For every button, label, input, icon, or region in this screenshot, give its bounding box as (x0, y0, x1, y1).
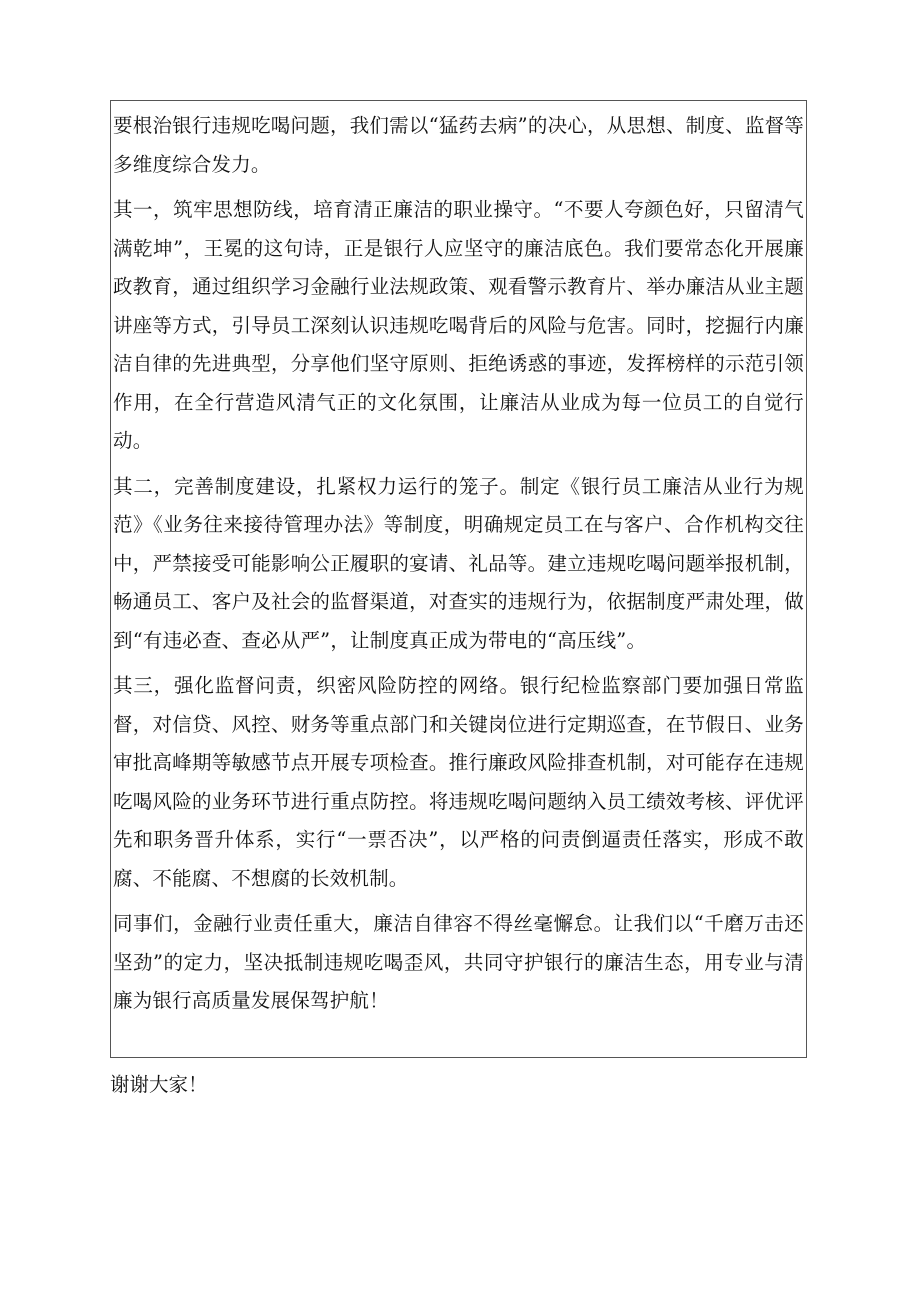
paragraph-intro: 要根治银行违规吃喝问题，我们需以“猛药去病”的决心，从思想、制度、监督等多维度综合发力。 (113, 114, 804, 176)
paragraph-point-one: 其一，筑牢思想防线，培育清正廉洁的职业操守。“不要人夸颜色好，只留清气满乾坤”，王冕的这句诗，正是银行人应坚守的廉洁底色。我们要常态化开展廉政教育，通过组织学习金融行业法规政策、观看警示教育片、举办廉洁从业主题讲座等方式，引导员工深刻认识违规吃喝背后的风险与危害。同时，挖掘行内廉洁自律的先进典型，分享他们坚守原则、拒绝诱惑的事迹，发挥榜样的示范引领作用，在全行营造风清气正的文化氛围，让廉洁从业成为每一位员工的自觉行动。 (113, 198, 804, 452)
paragraph-point-two: 其二，完善制度建设，扎紧权力运行的笼子。制定《银行员工廉洁从业行为规范》《业务往来接待管理办法》等制度，明确规定员工在与客户、合作机构交往中，严禁接受可能影响公正履职的宴请、礼品等。建立违规吃喝问题举报机制，畅通员工、客户及社会的监督渠道，对查实的违规行为，依据制度严肃处理，做到“有违必查、查必从严”，让制度真正成为带电的“高压线”。 (113, 474, 804, 652)
text-frame (110, 100, 807, 1058)
paragraph-conclusion: 同事们，金融行业责任重大，廉洁自律容不得丝毫懈怠。让我们以“千磨万击还坚劲”的定力，坚决抵制违规吃喝歪风，共同守护银行的廉洁生态，用专业与清廉为银行高质量发展保驾护航！ (113, 912, 804, 1012)
paragraph-point-three: 其三，强化监督问责，织密风险防控的网络。银行纪检监察部门要加强日常监督，对信贷、风控、财务等重点部门和关键岗位进行定期巡查，在节假日、业务审批高峰期等敏感节点开展专项检查。推行廉政风险排查机制，对可能存在违规吃喝风险的业务环节进行重点防控。将违规吃喝问题纳入员工绩效考核、评优评先和职务晋升体系，实行“一票否决”，以严格的问责倒逼责任落实，形成不敢腐、不能腐、不想腐的长效机制。 (113, 674, 804, 890)
closing-remark: 谢谢大家！ (110, 1073, 208, 1096)
